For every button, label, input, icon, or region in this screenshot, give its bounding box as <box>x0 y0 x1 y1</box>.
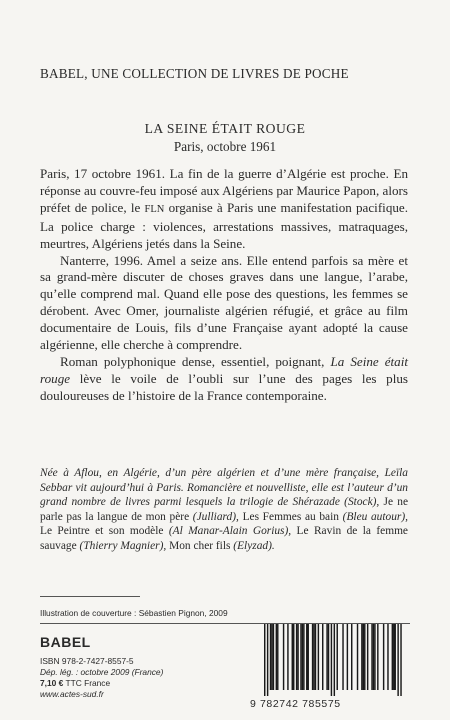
price <box>40 678 210 689</box>
summary-book-title: La Seine était rouge <box>40 353 408 386</box>
summary-p3-part-a: Roman polyphonique dense, essentiel, poignant, <box>60 353 331 369</box>
barcode-bar <box>357 624 358 690</box>
barcode-bar <box>393 624 394 690</box>
barcode-bar <box>264 624 265 696</box>
title-block <box>0 120 450 156</box>
book-title: LA SEINE ÉTAIT ROUGE <box>144 121 306 136</box>
bio-publisher-1: (Julliard), <box>189 510 243 523</box>
barcode-bar <box>334 624 335 696</box>
fln-acronym: FLN <box>144 203 165 215</box>
barcode-bar <box>315 624 316 690</box>
barcode-bar <box>303 624 304 690</box>
barcode-bars <box>250 622 415 696</box>
barcode-bar <box>397 624 398 696</box>
barcode-bar <box>271 624 272 690</box>
barcode-bar <box>277 624 278 690</box>
barcode-bar <box>342 624 343 690</box>
barcode-bar <box>383 624 384 690</box>
summary-paragraph-1 <box>40 166 408 253</box>
barcode-bar <box>337 624 338 690</box>
barcode-bar <box>328 624 329 690</box>
isbn: ISBN 978-2-7427-8557-5 <box>40 656 134 666</box>
legal-deposit <box>40 667 210 678</box>
summary-p1-part-a: Paris, 17 octobre 1961. La fin de la guerre d’Algérie est proche. En réponse au couvre-feu imposé aux Algériens par Maurice Papon, alors préfet de police, le <box>40 166 408 215</box>
barcode-bar <box>392 624 393 690</box>
legal-deposit-value: octobre 2009 <box>78 666 132 677</box>
barcode-bar <box>267 624 268 696</box>
barcode-bar <box>313 624 314 690</box>
barcode-bar <box>293 624 294 690</box>
top-divider <box>40 596 140 597</box>
barcode-bar <box>347 624 348 690</box>
barcode-bar <box>312 624 313 690</box>
summary-text <box>40 166 408 405</box>
barcode-bar <box>371 624 372 690</box>
book-subtitle: Paris, octobre 1961 <box>173 139 277 154</box>
barcode-bar <box>374 624 375 690</box>
bio-publisher-4: (Thierry Magnier), <box>76 539 170 552</box>
barcode-bar <box>331 624 332 696</box>
bio-work-1: Je ne parle pas la langue de mon père <box>40 496 408 523</box>
barcode-bar <box>276 624 277 690</box>
bio-publisher-5: (Elyzad). <box>230 539 275 552</box>
barcode-bar <box>361 624 362 690</box>
barcode-bar <box>351 624 352 690</box>
barcode-bar <box>297 624 298 690</box>
barcode-digits: 9 782742 785575 <box>250 698 341 710</box>
bio-work-4: Le Ravin de la femme sauvage <box>40 525 408 552</box>
barcode-bar <box>273 624 274 690</box>
barcode-bar <box>296 624 297 690</box>
barcode-bar <box>395 624 396 690</box>
barcode-bar <box>287 624 288 690</box>
summary-p1-part-b: organise à Paris une manifestation pacifique. La police charge : violences, arrestations massives, matraquages, meurtres, Algériens jetés dans la Seine. <box>40 199 408 251</box>
barcode-bar <box>308 624 309 690</box>
barcode-bar <box>270 624 271 690</box>
barcode <box>250 622 420 710</box>
collection-line: BABEL, UNE COLLECTION DE LIVRES DE POCHE <box>40 66 349 81</box>
bio-work-3: Le Peintre et son modèle <box>40 525 164 538</box>
price-suffix: TTC France <box>63 677 111 688</box>
barcode-bar <box>322 624 323 690</box>
barcode-bar <box>283 624 284 690</box>
bio-work-2: Les Femmes au bain <box>242 510 339 523</box>
barcode-bar <box>302 624 303 690</box>
legal-deposit-label: Dép. lég. : <box>40 666 79 677</box>
bio-publisher-3: (Al Manar-Alain Gorius), <box>163 525 297 538</box>
summary-p3-part-b: lève le voile de l’oubli sur l’une des pages les plus douloureuses de l’histoire de la France contemporaine. <box>40 370 408 403</box>
barcode-bar <box>326 624 327 690</box>
book-info <box>40 656 210 700</box>
website <box>40 689 210 700</box>
price-value: 7,10 € <box>40 677 64 688</box>
barcode-bar <box>373 624 374 690</box>
cover-credit: Illustration de couverture : Sébastien Pignon, 2009 <box>40 608 228 618</box>
summary-paragraph-3 <box>40 354 408 405</box>
barcode-bar <box>364 624 365 690</box>
legal-deposit-country: (France) <box>131 666 164 677</box>
summary-paragraph-2: Nanterre, 1996. Amel a seize ans. Elle entend parfois sa mère et sa grand-mère discuter de choses graves dans une langue, l’arabe, qu’elle comprend mal. Quand elle pose des questions, les femmes se dérobent. Avec Omer, journaliste algérien réfugié, et grâce au film documentaire de Louis, fils d’une Française ayant adopté la cause algérienne, elle cherche à comprendre. <box>40 252 408 353</box>
publisher-logo: BABEL <box>40 634 91 650</box>
barcode-bar <box>306 624 307 690</box>
barcode-bar <box>377 624 378 690</box>
author-bio <box>40 466 408 554</box>
barcode-bar <box>300 624 301 690</box>
barcode-bar <box>367 624 368 690</box>
bio-work-5: Mon cher fils <box>169 539 231 552</box>
bio-publisher-2: (Bleu autour), <box>338 510 409 523</box>
barcode-bar <box>387 624 388 690</box>
website-text: www.actes-sud.fr <box>40 688 104 699</box>
bio-intro: Née à Aflou, en Algérie, d’un père algérien et d’une mère française, Leïla Sebbar vit aujourd’hui à Paris. Romancière et nouvelliste, elle est l’auteur d’un grand nombre de livres parmi lesquels la trilogie de Shérazade (Stock), <box>40 467 408 509</box>
barcode-bar <box>318 624 319 690</box>
barcode-bar <box>292 624 293 690</box>
barcode-bar <box>363 624 364 690</box>
barcode-bar <box>400 624 401 696</box>
